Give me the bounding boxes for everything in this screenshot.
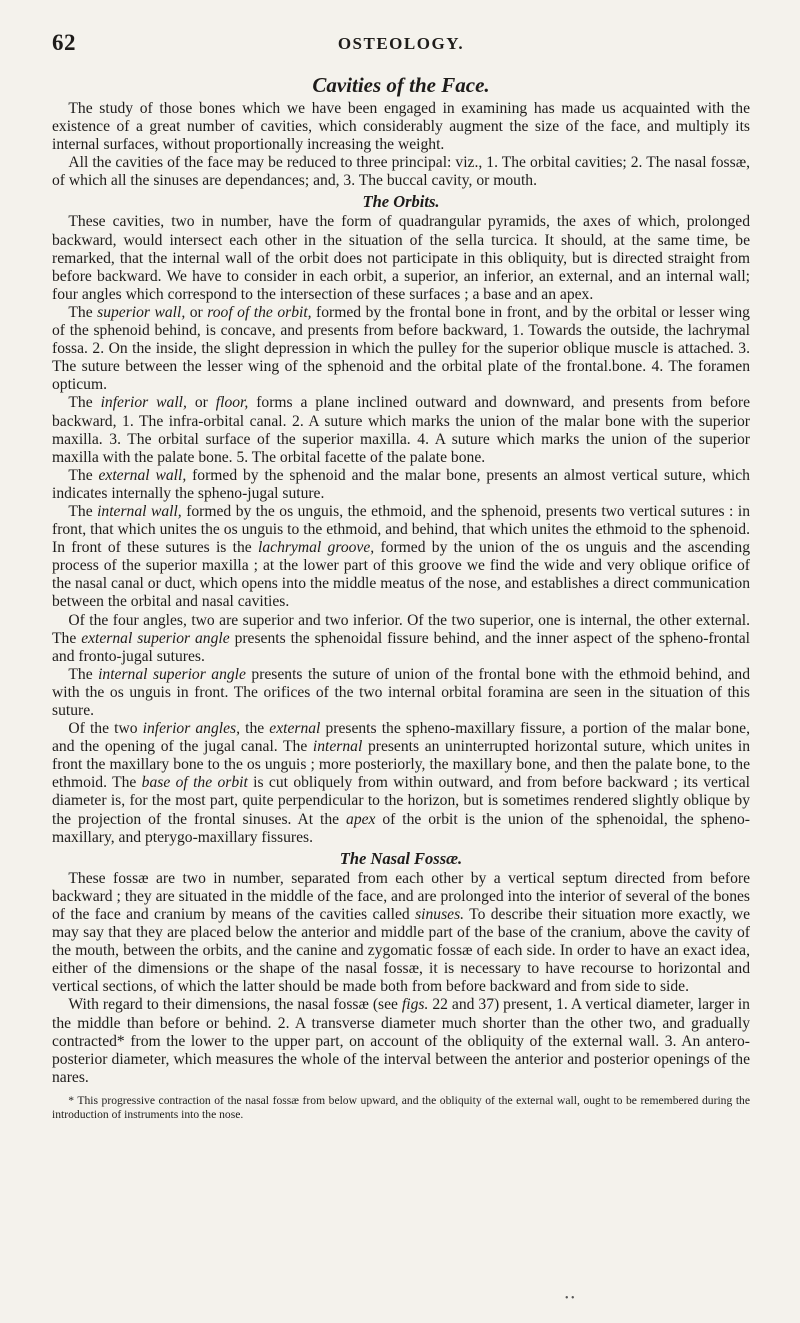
paragraph: The external wall, formed by the sphenoid and the malar bone, presents an almost vertical suture, which indicates internally the spheno-jugal suture. — [52, 466, 750, 502]
subsection-title-orbits: The Orbits. — [362, 192, 440, 212]
paragraph: The inferior wall, or floor, forms a plane inclined outward and downward, and presents from before backward, 1. The infra-orbital canal. 2. A suture which marks the union of the malar bone with the superior maxilla. 3. The orbital surface of the superior maxilla. 4. A suture which marks the union of the superior maxilla with the palate bone. 5. The orbital facette of the palate bone. — [52, 394, 750, 466]
subsection-title-nasal-fossae: The Nasal Fossæ. — [339, 848, 463, 868]
paragraph: These cavities, two in number, have the form of quadrangular pyramids, the axes of which, prolonged backward, would intersect each other in the situation of the sella turcica. It should, at the same time, be remarked, that the internal wall of the orbit does not participate in this obliquity, but is directed straight from before backward. We have to consider in each orbit, a superior, an inferior, an external, and an internal wall; four angles which correspond to the intersection of these surfaces ; a base and an apex. — [52, 213, 750, 303]
paragraph: The internal wall, formed by the os unguis, the ethmoid, and the sphenoid, presents two vertical sutures : in front, that which unites the os unguis to the ethmoid, and behind, that which unites the ethmoid to the sphenoid. In front of these sutures is the lachrymal groove, formed by the union of the os unguis and the ascending process of the superior maxilla ; at the lower part of this groove we find the wide and very oblique orifice of the nasal canal or duct, which opens into the middle meatus of the nose, and establishes a direct communication between the orbital and nasal cavities. — [52, 502, 751, 611]
page-body — [52, 73, 750, 1121]
page-number: 62 — [52, 30, 76, 55]
paragraph: With regard to their dimensions, the nasal fossæ (see figs. 22 and 37) present, 1. A vertical diameter, larger in the middle than before or behind. 2. A transverse diameter much shorter than the other two, and gradually contracted* from the lower to the upper part, on account of the obliquity of the external wall. 3. An antero-posterior diameter, which measures the whole of the interval between the anterior and posterior openings of the nares. — [52, 996, 750, 1086]
paragraph: All the cavities of the face may be reduced to three principal: viz., 1. The orbital cavities; 2. The nasal fossæ, of which all the sinuses are dependances; and, 3. The buccal cavity, or mouth. — [52, 154, 750, 190]
running-head — [52, 30, 750, 54]
section-title: Cavities of the Face. — [312, 73, 490, 97]
paragraph: The superior wall, or roof of the orbit, formed by the frontal bone in front, and by the orbital or lesser wing of the sphenoid behind, is concave, and presents from before backward, 1. Towards the outside, the lachrymal fossa. 2. On the inside, the slight depression in which the pulley for the superior oblique muscle is attached. 3. The suture between the lesser wing of the sphenoid and the orbital plate of the frontal.bone. 4. The foramen opticum. — [52, 303, 750, 394]
paragraph: Of the two inferior angles, the external presents the spheno-maxillary fissure, a portion of the malar bone, and the opening of the jugal canal. The internal presents an uninterrupted horizontal suture, which unites in front the maxillary bone to the os unguis ; more posteriorly, the maxillary bone, and then the palate bone, to the ethmoid. The base of the orbit is cut obliquely from within outward, and from before backward ; its vertical diameter is, for the most part, quite perpendicular to the horizon, but is sometimes rendered slightly oblique by the projection of the frontal sinuses. At the apex of the orbit is the union of the sphenoidal, the spheno-maxillary, and pterygo-maxillary fissures. — [52, 720, 750, 846]
paragraph: The internal superior angle presents the suture of union of the frontal bone with the ethmoid behind, and with the os unguis in front. The orifices of the two internal orbital foramina are seen in the situation of this suture. — [52, 665, 750, 719]
footnote: * This progressive contraction of the nasal fossæ from below upward, and the obliquity of the external wall, ought to be remembered during the introduction of instruments into the nose. — [52, 1093, 750, 1121]
paragraph: Of the four angles, two are superior and two inferior. Of the two superior, one is internal, the other external. The external superior angle presents the sphenoidal fissure behind, and the inner aspect of the spheno-frontal and fronto-jugal sutures. — [52, 611, 750, 665]
running-title: OSTEOLOGY. — [337, 34, 465, 53]
signature-mark: • • — [565, 1293, 575, 1304]
paragraph: These fossæ are two in number, separated from each other by a vertical septum directed from before backward ; they are situated in the middle of the face, and are prolonged into the interior of several of the bones of the face and cranium by means of the cavities called sinuses. To describe their situation more exactly, we may say that they are placed below the anterior and middle part of the base of the cranium, above the cavity of the mouth, between the orbits, and the canine and zygomatic fossæ of each side. In order to have an exact idea, either of the dimensions or the shape of the nasal fossæ, it is necessary to have recourse to horizontal and vertical sections, of which the latter should be made both from before backward and from side to side. — [52, 869, 751, 996]
paragraph: The study of those bones which we have been engaged in examining has made us acquainted with the existence of a great number of cavities, which considerably augment the size of the face, and multiply its internal surfaces, without proportionally increasing the weight. — [52, 100, 750, 154]
